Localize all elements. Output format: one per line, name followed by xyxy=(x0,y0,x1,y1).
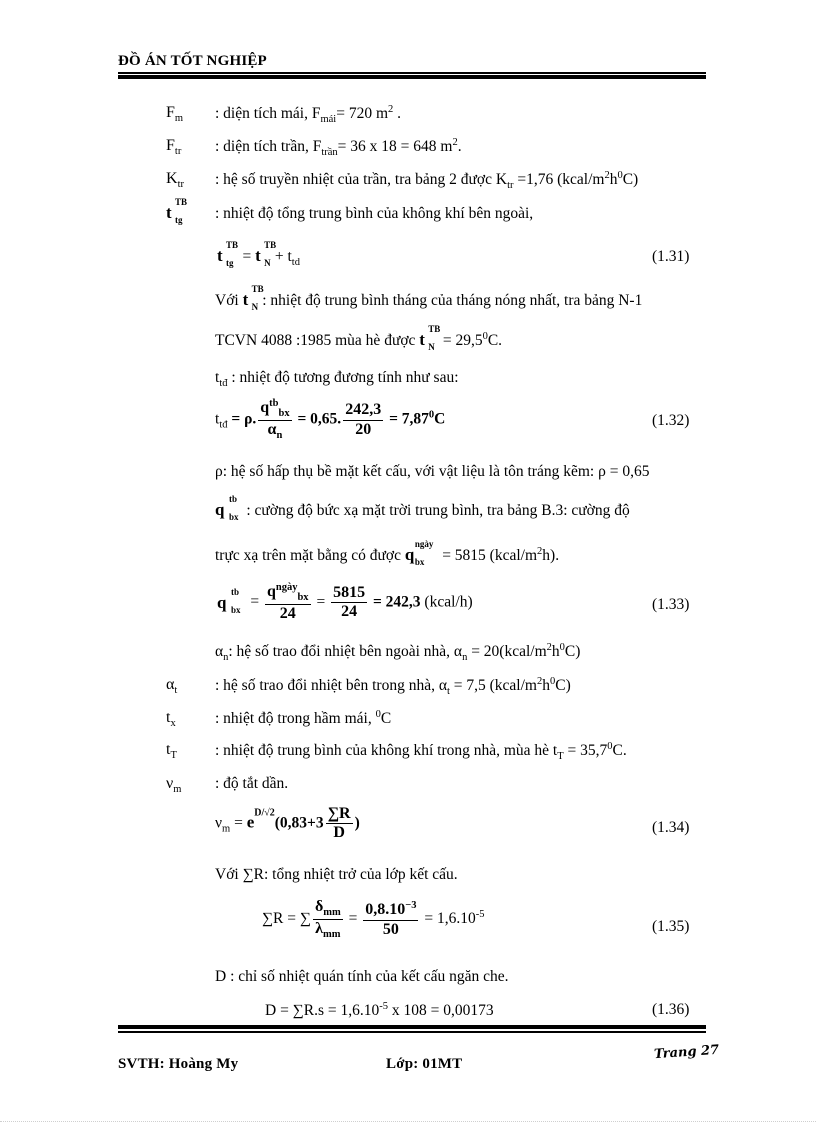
def-tT-symbol: $t_T$ xyxy=(166,741,177,761)
header-rule-thick xyxy=(118,75,706,79)
equation-1-32: $t_{tđ} = \rho$. $\frac{q^{tb}_{bx}}{\alpha_n}$ = 0,65. $\frac{242,3}{20}$ = $7,87^0C$ xyxy=(215,398,446,442)
paragraph-ttd: $t_{tđ}$ : nhiệt độ tương đương tính như sau: xyxy=(215,369,459,389)
header-rule-thin xyxy=(118,72,706,74)
footer-page-number: Trang 27 xyxy=(653,1042,720,1063)
bottom-dotted-divider xyxy=(0,1121,816,1122)
equation-number-1-31: (1.31) xyxy=(652,248,690,265)
def-alphat-text: : hệ số trao đổi nhiệt bên trong nhà, $\alpha_t = 7,5$ $(kcal/m^2h^0C)$ xyxy=(215,676,571,697)
def-ktr-symbol: $K_{tr}$ xyxy=(166,170,184,190)
equation-1-36: $D = \sum R.s = 1,6.10^{-5}$ x 108 = 0,00173 xyxy=(265,1001,494,1019)
paragraph-rho: ρ: hệ số hấp thụ bề mặt kết cấu, với vật liệu là tôn tráng kẽm: ρ = 0,65 xyxy=(215,463,650,480)
paragraph-qbx: q tb bx : cường độ bức xạ mặt trời trung bình, tra bảng B.3: cường độ xyxy=(215,494,630,522)
equation-1-35: ∑R = ∑ $\frac{\delta_{mm}}{\lambda_{mm}}$ = $\frac{0,8.10^{-3}}{50}$ = $1,6.10^{-5}$ xyxy=(262,898,485,941)
equation-number-1-36: (1.36) xyxy=(652,1001,690,1018)
paragraph-d: D : chỉ số nhiệt quán tính của kết cấu ngăn che. xyxy=(215,968,509,985)
def-fm-symbol: $F_m$ xyxy=(166,104,184,124)
def-ftr-text: : diện tích trần, $F_{trần}= 36$ x 18 = 648 $m^2$. xyxy=(215,137,462,158)
paragraph-alpha-n: $\alpha_n$: hệ số trao đổi nhiệt bên ngoài nhà, $\alpha_n$ = $20(kcal/m^2h^0C)$ xyxy=(215,642,581,663)
def-ftr-symbol: $F_{tr}$ xyxy=(166,137,182,157)
footer-rule-thin xyxy=(118,1031,706,1033)
paragraph-voi-tn: Với t TB N : nhiệt độ trung bình tháng của tháng nóng nhất, tra bảng N-1 xyxy=(215,284,643,312)
equation-number-1-33: (1.33) xyxy=(652,596,690,613)
footer-class: Lớp: 01MT xyxy=(386,1056,463,1072)
equation-1-33: q tb bx = $\frac{q^{ngày}_{bx}}{24}$ = $\frac{5815}{24}$ = 242,3 (kcal/h) xyxy=(217,582,473,623)
equation-number-1-35: (1.35) xyxy=(652,918,690,935)
def-vm-text: : độ tắt dần. xyxy=(215,775,289,792)
paragraph-sum-r: Với ∑R: tổng nhiệt trở của lớp kết cấu. xyxy=(215,866,458,883)
def-tx-text: : nhiệt độ trong hầm mái, $^0$C xyxy=(215,709,392,727)
def-alphat-symbol: $\alpha_t$ xyxy=(166,676,178,696)
footer-rule-thick xyxy=(118,1025,706,1029)
def-ktr-text: : hệ số truyền nhiệt của trần, tra bảng 2 được $K_{tr} =1,76$ $(kcal/m^2h^0C)$ xyxy=(215,170,639,191)
equation-1-31: t TB tg = t TB N + $t_{td}$ xyxy=(217,240,300,268)
def-vm-symbol: $\nu_m$ xyxy=(166,775,182,795)
paragraph-truc-xa: trực xạ trên mặt bằng có được q ngày bx = 5815 $(kcal/m^2h)$. xyxy=(215,539,560,567)
def-ttg-symbol: t TB tg xyxy=(166,197,188,225)
footer-student: SVTH: Hoàng My xyxy=(118,1056,239,1072)
equation-number-1-32: (1.32) xyxy=(652,412,690,429)
header-title: ĐỒ ÁN TỐT NGHIỆP xyxy=(118,53,267,69)
paragraph-tcvn: TCVN 4088 :1985 mùa hè được t TB N = $29,5^0C$. xyxy=(215,324,503,352)
def-fm-text: : diện tích mái, $F_{mái}= 720$ $m^2$ . xyxy=(215,104,402,125)
equation-1-34: $\nu_m = e^{D/√2}(0,83+3$ $\frac{\sum R}{D}$ ) xyxy=(215,805,360,842)
def-ttg-text: : nhiệt độ tổng trung bình của không khí bên ngoài, xyxy=(215,205,534,222)
def-tx-symbol: $t_x$ xyxy=(166,709,176,729)
def-tT-text: : nhiệt độ trung bình của không khí trong nhà, mùa hè $t_T = 35,7^0C$. xyxy=(215,741,627,762)
equation-number-1-34: (1.34) xyxy=(652,819,690,836)
